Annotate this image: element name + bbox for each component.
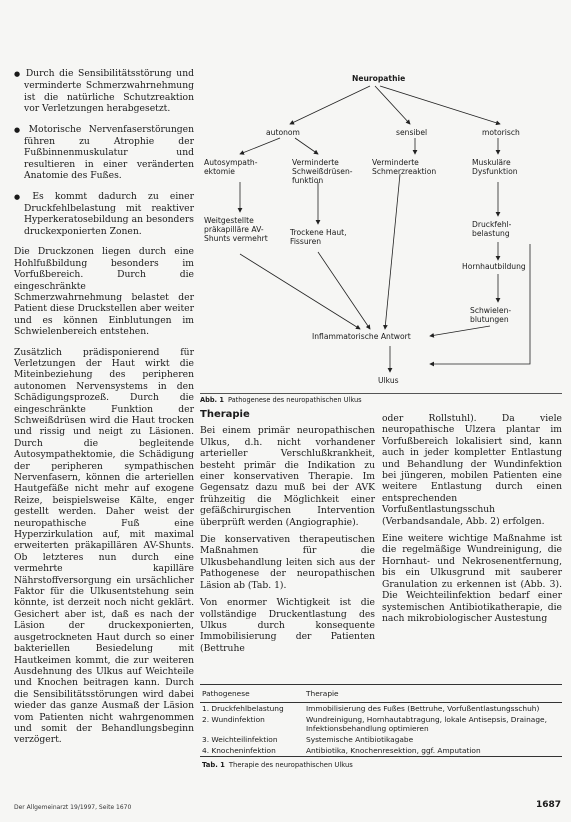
table-cell: 3. Weichteilinfektion: [202, 735, 278, 744]
table-cell: Systemische Antibiotikagabe: [306, 735, 414, 744]
table-row: [200, 734, 562, 745]
table-cell: Antibiotika, Knochenresektion, ggf. Amputation: [306, 746, 481, 755]
diagram-node-druckfehlbelastung: Druckfehl-belastung: [472, 220, 512, 238]
body-paragraph: Zusätzlich prädisponierend für Verletzungen der Haut wirkt die Miteinbeziehung des peripheren autonomen Nervensystems in den Schädigungsprozeß. Durch die eingeschränkte Funktion der Schweißdrüsen wird die Haut trocken und rissig und neigt zu Läsionen. Durch die begleitende Autosympathektomie, die Schädigung der peripheren sympathischen Nervenfasern, können die arteriellen Hautgefäße nicht mehr auf exogene Reize, beispielsweise Kälte, enger gestellt werden. Daher weist der neuropathische Fuß eine Hyperzirkulation auf, mit maximal erweiterten präkapillären AV-Shunts. Ob letzteres nun durch eine vermehrte kapilläre Nährstoffversorgung ein ursächlicher Faktor für die Ulkusentstehung sein könnte, ist derzeit noch nicht geklärt. Gesichert aber ist, daß es nach der Läsion der druckexponierten, ausgetrockneten Haut durch so einer bakteriellen Besiedelung mit Hautkeimen kommt, die zur weiteren Ausdehnung des Ulkus auf Weichteile und Knochen beitragen kann. Durch die Sensibilitätsstörungen wird dabei wieder das ganze Ausmaß der Läsion vom Patienten nicht wahrgenommen und somit der Behandlungsbeginn verzögert.: [14, 346, 194, 746]
table-header-cell: Therapie: [304, 685, 562, 703]
pathogenesis-diagram: [200, 64, 562, 394]
diagram-branch-autonom: autonom: [266, 128, 300, 137]
therapy-table: [200, 684, 562, 771]
page-number: 1687: [535, 800, 561, 810]
footer-source: Der Allgemeinarzt 19/1997, Seite 1670: [14, 804, 132, 811]
diagram-node-schweissdruesen: Verminderte Schweißdrüsen-funktion: [292, 158, 353, 185]
left-column: [14, 68, 194, 755]
section-heading: Therapie: [200, 409, 250, 420]
figure-caption-label: Abb. 1: [200, 396, 224, 404]
body-paragraph: Bei einem primär neuropathischen Ulkus, d.h. nicht vorhandener arterieller Verschlußkrankheit, besteht primär die Indikation zu einer konservativen Therapie. Im Gegensatz dazu muß bei der AVK frühzeitig die Möglichkeit einer gefäßchirurgischen Intervention überprüft werden (Angiographie).: [200, 425, 375, 528]
table-caption-text: Therapie des neuropathischen Ulkus: [228, 761, 353, 769]
diagram-node-autosympathektomie: Autosympath-ektomie: [204, 158, 258, 176]
table-header-row: [200, 685, 562, 703]
diagram-node-hornhaut: Hornhautbildung: [462, 262, 526, 271]
right-column: [382, 413, 562, 630]
diagram-node-av-shunts: Weitgestellte präkapilläre AV-Shunts vermehrt: [204, 216, 268, 243]
figure-rule: [200, 393, 562, 394]
body-paragraph: Die Druckzonen liegen durch eine Hohlfußbildung besonders im Vorfußbereich. Durch die eingeschränkte Schmerzwahrnehmung belastet der Patient diese Druckstellen aber weiter und es können Einblutungen im Schwielenbereich entstehen.: [14, 246, 194, 338]
table-caption-label: Tab. 1: [202, 761, 225, 769]
figure-caption: [200, 396, 562, 404]
diagram-branch-motorisch: motorisch: [482, 128, 520, 137]
middle-column: [200, 409, 375, 660]
table-cell: 2. Wundinfektion: [202, 715, 265, 724]
diagram-node-infekt: Inflammatorische Antwort: [312, 332, 411, 341]
table-cell: 1. Druckfehlbelastung: [202, 704, 284, 713]
bullet-paragraph: ● Es kommt dadurch zu einer Druckfehlbelastung mit reaktiver Hyperkeratosebildung an besonders druckexponierten Zonen.: [14, 191, 194, 238]
diagram-node-schmerzreaktion: Verminderte Schmerzreaktion: [372, 158, 437, 176]
diagram-node-schwielen: Schwielen-blutungen: [470, 306, 512, 324]
table-cell: Immobilisierung des Fußes (Bettruhe, Vorfußentlastungsschuh): [306, 704, 540, 713]
table-caption: [200, 757, 562, 772]
bullet-paragraph: ● Motorische Nervenfaserstörungen führen zu Atrophie der Fußbinnenmuskulatur und resultieren in einer veränderten Anatomie des Fußes.: [14, 124, 194, 182]
table-cell: 4. Knocheninfektion: [202, 746, 276, 755]
table-row: [200, 714, 562, 734]
diagram-branch-sensibel: sensibel: [396, 128, 428, 137]
table-row: [200, 745, 562, 757]
diagram-node-motor-dysfunktion: Muskuläre Dysfunktion: [472, 158, 518, 176]
bullet-paragraph: ● Durch die Sensibilitätsstörung und verminderte Schmerzwahrnehmung ist die natürliche Schutzreaktion vor Verletzungen herabgesetzt.: [14, 68, 194, 115]
body-paragraph: Die konservativen therapeutischen Maßnahmen für die Ulkusbehandlung leiten sich aus der Pathogenese der neuropathischen Läsion ab (Tab. 1).: [200, 534, 375, 591]
table-header-cell: Pathogenese: [200, 685, 304, 703]
table-row: [200, 703, 562, 715]
diagram-node-ulkus: Ulkus: [378, 376, 399, 385]
body-paragraph: oder Rollstuhl). Da viele neuropathische Ulzera plantar im Vorfußbereich lokalisiert sind, kann auch in jeder kompletter Entlastung und Behandlung der Wundinfektion bei jüngeren, mobilen Patienten eine weitere Entlastung durch einen entsprechenden Vorfußentlastungsschuh (Verbandsandale, Abb. 2) erfolgen.: [382, 413, 562, 527]
body-paragraph: Eine weitere wichtige Maßnahme ist die regelmäßige Wundreinigung, die Hornhaut- und Nekrosenentfernung, bis ein Ulkusgrund mit sauberer Granulation zu erkennen ist (Abb. 3). Die Weichteilinfektion bedarf einer systemischen Antibiotikatherapie, die nach mikrobiologischer Austestung: [382, 533, 562, 624]
body-paragraph: Von enormer Wichtigkeit ist die vollständige Druckentlastung des Ulkus durch konsequente Immobilisierung der Patienten (Bettruhe: [200, 597, 375, 654]
figure-caption-text: Pathogenese des neuropathischen Ulkus: [227, 396, 362, 404]
diagram-root-node: Neuropathie: [352, 74, 406, 83]
table-cell: Wundreinigung, Hornhautabtragung, lokale Antisepsis, Drainage, Infektionsbehandlung optimieren: [306, 715, 547, 733]
diagram-node-trockene-haut: Trockene Haut, Fissuren: [290, 228, 347, 246]
